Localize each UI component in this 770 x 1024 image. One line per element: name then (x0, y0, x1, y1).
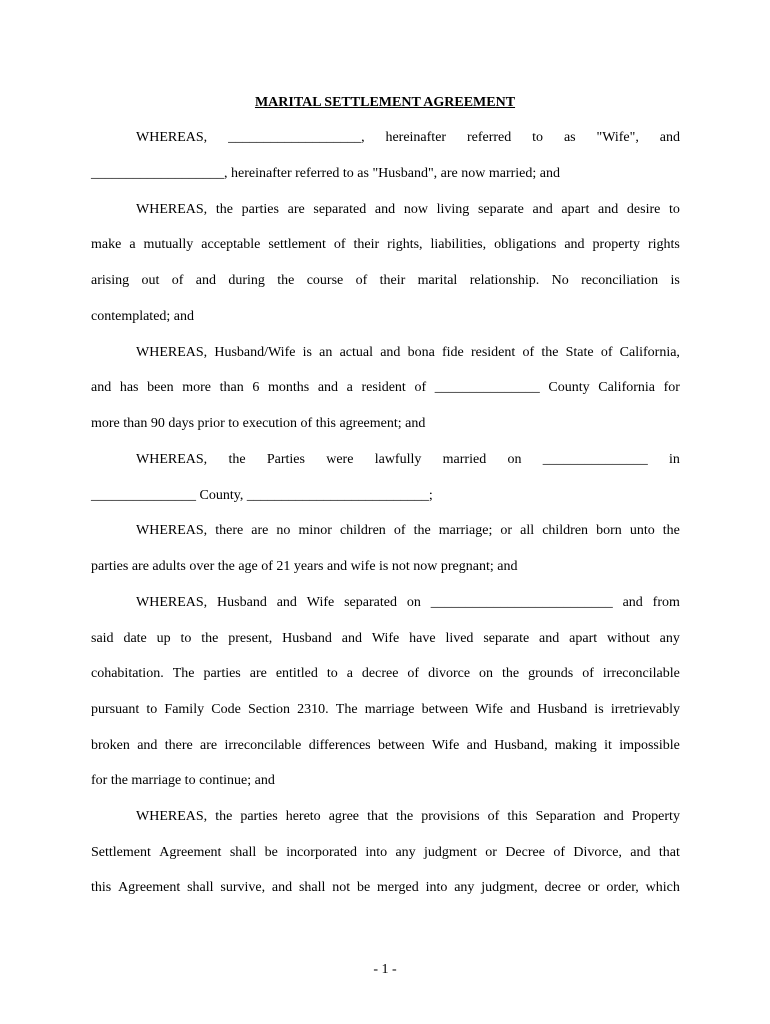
word: the (201, 631, 219, 646)
word: acceptable (201, 237, 261, 252)
word: of (333, 237, 346, 252)
text-line (136, 451, 680, 469)
word: a (346, 380, 353, 395)
word: and (659, 130, 680, 145)
word: there (164, 738, 193, 753)
word: make (91, 237, 122, 252)
word: and (271, 880, 293, 895)
word: the (215, 809, 233, 824)
word: marital (417, 273, 458, 288)
page-number: - 1 - (373, 962, 397, 977)
word: present, (228, 631, 273, 646)
text-line: for the marriage to continue; and (91, 773, 275, 788)
word: The (172, 666, 195, 681)
word: WHEREAS, (136, 809, 208, 824)
word: to (532, 130, 544, 145)
word: has (119, 380, 139, 395)
word: obligations (494, 237, 557, 252)
word: Code (211, 702, 241, 717)
word: California, (619, 345, 680, 360)
word: entitled (275, 666, 318, 681)
word: now (403, 202, 428, 217)
word: all (520, 523, 535, 538)
word: rights (647, 237, 680, 252)
word: their (379, 273, 406, 288)
word: without (607, 631, 650, 646)
word: course (306, 273, 344, 288)
word: decree (544, 880, 581, 895)
text-line (91, 879, 680, 897)
word: Husband/Wife (214, 345, 296, 360)
word: of (414, 380, 427, 395)
text-line (91, 236, 680, 254)
word: Separation (535, 809, 596, 824)
word: lawfully (374, 452, 422, 467)
word: Section (247, 702, 290, 717)
text-line (91, 844, 680, 862)
word: arising (91, 273, 130, 288)
word: married (442, 452, 487, 467)
word: and (539, 631, 560, 646)
word: shall (187, 880, 214, 895)
text-line (91, 272, 680, 290)
word: cohabitation. (91, 666, 164, 681)
word: Husband (217, 595, 267, 610)
word: this (91, 880, 112, 895)
word: shall (298, 880, 326, 895)
word: WHEREAS, (136, 345, 208, 360)
word: and (564, 237, 585, 252)
word: the (396, 809, 414, 824)
word: marriage; (438, 523, 493, 538)
word: and (276, 595, 297, 610)
word: are (200, 738, 218, 753)
word: parties (203, 666, 241, 681)
word: for (663, 380, 680, 395)
word: merged (377, 880, 419, 895)
word: and (317, 380, 339, 395)
word: Decree (505, 845, 545, 860)
word: of (553, 845, 565, 860)
word: the (215, 202, 233, 217)
word: resident (470, 345, 516, 360)
text-line (91, 630, 680, 648)
word: order, (606, 880, 639, 895)
word: shall (229, 845, 257, 860)
word: divorce (428, 666, 471, 681)
word: an (319, 345, 333, 360)
word: the (228, 452, 246, 467)
word: that (658, 845, 680, 860)
word: reconciliation (581, 273, 659, 288)
word: and (630, 845, 651, 860)
word: is (302, 345, 312, 360)
word: of (355, 273, 368, 288)
word: and (603, 809, 624, 824)
word: in (669, 452, 680, 467)
word: desire (626, 202, 661, 217)
word: Divorce, (573, 845, 622, 860)
word: Family (164, 702, 205, 717)
word: irretrievably (610, 702, 680, 717)
word: to (326, 666, 338, 681)
word: were (326, 452, 354, 467)
word: marriage (364, 702, 415, 717)
word: minor (298, 523, 332, 538)
word: on (507, 452, 522, 467)
word: living (436, 202, 470, 217)
word: and (341, 631, 362, 646)
word: pursuant (91, 702, 140, 717)
text-line (91, 701, 680, 719)
text-line: more than 90 days prior to execution of this agreement; and (91, 416, 426, 431)
word: No (551, 273, 569, 288)
text-line (136, 808, 680, 826)
word: differences (308, 738, 371, 753)
word: on (479, 666, 494, 681)
word: of (600, 345, 613, 360)
word: between (421, 702, 469, 717)
word: or (485, 845, 497, 860)
word: the (662, 523, 680, 538)
word: and (137, 738, 158, 753)
text-line (136, 344, 680, 362)
word: been (147, 380, 174, 395)
word: months (267, 380, 310, 395)
word: and (380, 345, 401, 360)
word: a (129, 237, 136, 252)
word: __________________________ (430, 595, 613, 610)
word: date (123, 631, 147, 646)
word: mutually (143, 237, 194, 252)
word: is (594, 702, 604, 717)
word: to (669, 202, 680, 217)
word: provisions (421, 809, 480, 824)
word: up (156, 631, 171, 646)
word: judgment, (481, 880, 538, 895)
word: WHEREAS, (136, 595, 208, 610)
word: Wife (371, 631, 400, 646)
word: Agreement (118, 880, 181, 895)
word: that (367, 809, 389, 824)
word: agree (328, 809, 360, 824)
word: it (604, 738, 612, 753)
word: Husband (537, 702, 588, 717)
word: liabilities, (430, 237, 487, 252)
text-line (91, 737, 680, 755)
word: WHEREAS, (136, 202, 208, 217)
word: any (454, 880, 475, 895)
word: WHEREAS, (136, 452, 208, 467)
word: judgment (424, 845, 477, 860)
word: be (356, 880, 371, 895)
word: have (409, 631, 436, 646)
word: of (487, 809, 500, 824)
word: their (353, 237, 380, 252)
word: _______________ (542, 452, 648, 467)
text-line: contemplated; and (91, 309, 195, 324)
word: Husband, (494, 738, 548, 753)
word: a (346, 666, 353, 681)
word: out (141, 273, 160, 288)
word: hereinafter (385, 130, 447, 145)
text-line (91, 665, 680, 683)
word: 6 (252, 380, 260, 395)
text-line: ___________________, hereinafter referred to as "Husband", are now married; and (91, 166, 560, 181)
word: during (228, 273, 265, 288)
document-title: MARITAL SETTLEMENT AGREEMENT (254, 95, 516, 110)
word: Wife (431, 738, 460, 753)
word: of (171, 273, 184, 288)
word: impossible (619, 738, 680, 753)
word: the (541, 345, 559, 360)
word: State (565, 345, 594, 360)
word: Husband (282, 631, 332, 646)
word: resident (361, 380, 406, 395)
word: _______________ (434, 380, 540, 395)
word: children (339, 523, 386, 538)
word: of (522, 345, 535, 360)
word: apart (561, 202, 590, 217)
word: parties (241, 202, 279, 217)
word: into (365, 845, 388, 860)
word: and (91, 380, 112, 395)
word: apart (569, 631, 598, 646)
word: are (287, 202, 305, 217)
word: Parties (266, 452, 305, 467)
word: the (277, 273, 295, 288)
word: between (377, 738, 425, 753)
word: Property (631, 809, 680, 824)
word: Wife (306, 595, 335, 610)
word: relationship. (469, 273, 540, 288)
word: hereto (285, 809, 321, 824)
word: lived (445, 631, 474, 646)
word: unto (629, 523, 655, 538)
word: as (563, 130, 576, 145)
text-line (91, 379, 680, 397)
word: separated (313, 202, 367, 217)
word: born (596, 523, 622, 538)
word: Wife (475, 702, 503, 717)
word: irreconcilable (224, 738, 302, 753)
word: which (645, 880, 680, 895)
word: incorporated (286, 845, 357, 860)
word: and (195, 273, 216, 288)
word: or (500, 523, 513, 538)
word: ___________________, (228, 130, 365, 145)
word: WHEREAS, (136, 130, 208, 145)
text-line (136, 594, 680, 612)
word: 2310. (297, 702, 329, 717)
word: children (542, 523, 589, 538)
word: there (215, 523, 244, 538)
word: the (502, 666, 520, 681)
word: of (407, 666, 420, 681)
word: The (335, 702, 358, 717)
word: into (425, 880, 448, 895)
word: settlement (268, 237, 326, 252)
word: and (510, 702, 531, 717)
word: grounds (528, 666, 574, 681)
word: or (587, 880, 600, 895)
word: parties (240, 809, 278, 824)
word: actual (339, 345, 373, 360)
word: of (582, 666, 594, 681)
word: "Wife", (596, 130, 639, 145)
text-line: parties are adults over the age of 21 years and wife is not now pregnant; and (91, 559, 518, 574)
word: and (532, 202, 553, 217)
word: separate (477, 202, 524, 217)
word: Agreement (159, 845, 222, 860)
word: are (249, 666, 267, 681)
word: making (554, 738, 597, 753)
word: to (146, 702, 158, 717)
word: and (374, 202, 396, 217)
word: than (219, 380, 244, 395)
word: and (622, 595, 643, 610)
word: no (276, 523, 291, 538)
word: bona (407, 345, 435, 360)
text-line (136, 129, 680, 147)
text-line (136, 201, 680, 219)
word: and (466, 738, 487, 753)
word: this (507, 809, 528, 824)
word: rights, (387, 237, 423, 252)
word: to (180, 631, 192, 646)
word: said (91, 631, 114, 646)
word: decree (361, 666, 399, 681)
word: referred (466, 130, 512, 145)
word: of (393, 523, 406, 538)
word: and (598, 202, 619, 217)
word: are (251, 523, 269, 538)
word: the (413, 523, 431, 538)
word: is (670, 273, 680, 288)
word: any (395, 845, 416, 860)
word: irreconcilable (602, 666, 680, 681)
word: more (182, 380, 211, 395)
word: separate (483, 631, 530, 646)
word: California (598, 380, 655, 395)
word: property (592, 237, 640, 252)
word: County (548, 380, 590, 395)
word: survive, (220, 880, 266, 895)
word: from (652, 595, 680, 610)
text-line (136, 522, 680, 540)
text-line: _______________ County, __________________________; (91, 488, 433, 503)
word: fide (442, 345, 464, 360)
word: not (332, 880, 351, 895)
word: separated (344, 595, 397, 610)
word: WHEREAS, (136, 523, 208, 538)
word: on (406, 595, 421, 610)
word: any (659, 631, 680, 646)
word: be (264, 845, 278, 860)
word: broken (91, 738, 130, 753)
word: Settlement (91, 845, 151, 860)
